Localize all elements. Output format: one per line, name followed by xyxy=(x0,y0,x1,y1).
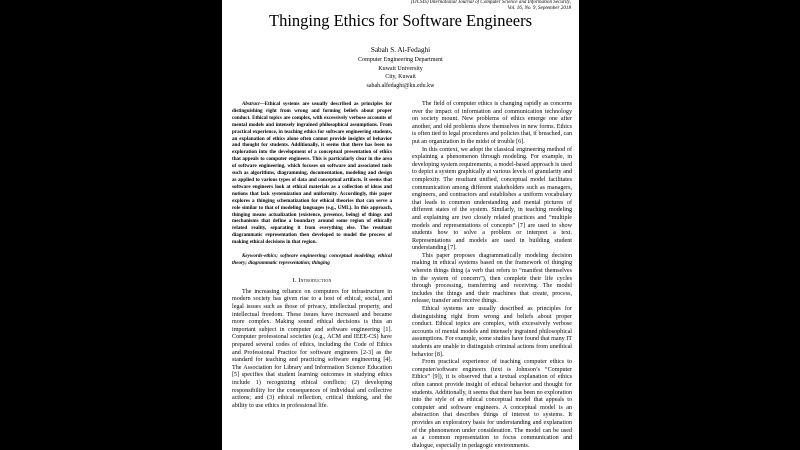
keywords-text: -ethics; software engineering; conceptual modeling; ethical theory; diagrammatic representation; thinging xyxy=(232,253,392,266)
author-email: sabah.alfedaghi@ku.edu.kw xyxy=(366,82,435,89)
right-paragraph-1: The field of computer ethics is changing rapidly as concerns over the impact of information and communication technology on society mount. New problems of ethics emerge one after another, and old problems show themselves in new forms. Ethics is often tied to legal procedures and policies that, if breached, can put an organization in the midst of trouble [6]. xyxy=(412,101,572,145)
abstract-lead: Abstract xyxy=(242,101,260,107)
right-paragraph-2: In this context, we adopt the classical engineering method of explaining a phenomenon through modeling. For example, in developing system requirements, a model-based approach is used to depict a system graphically at various levels of granularity and complexity. The resultant unified, conceptual model facilitates communication among different stakeholders such as managers, engineers, and contractors and establishes a uniform vocabulary that leads to common understanding and mental pictures of different states of the system. Similarly, in teaching modeling and explaining are two closely related practices and “multiple models and representations of concepts” [7] are used to show students how to solve a problem or interpret a text. Representations and models are used in building student understanding [7]. xyxy=(412,146,572,252)
author-name: Sabah S. Al-Fedaghi xyxy=(370,46,431,54)
right-column xyxy=(412,101,572,450)
right-paragraph-4: Ethical systems are usually described as principles for distinguishing right from wrong and beliefs about proper conduct. Ethical topics are complex, with excessively verbose accounts of mental models and intensely ingrained philosophical assumptions. For example, some studies have found that many IT students are unable to distinguish criminal actions from unethical behavior [8]. xyxy=(412,306,572,358)
left-column xyxy=(232,101,392,410)
keywords-lead: Keywords xyxy=(242,253,263,260)
paper-page xyxy=(222,0,579,450)
right-paragraph-5: From practical experience of teaching computer ethics to computer/software engineers (text is Johnson’s “Computer Ethics” [9]), it is observed that a textual explanation of ethics often cannot provide insight of ethical behavior and thought for students. Additionally, it seems that there has been no exploration into the style of an ethical conceptual model that appeals to computer and software engineers. A conceptual model is an abstraction that describes things of interest to systems. It provides an exploratory basis for understanding and explanation of the phenomenon under consideration. The model can be used as a common representation to focus communication and dialogue, especially in pedagogic environments. xyxy=(412,359,572,449)
abstract xyxy=(232,101,392,246)
author-block xyxy=(222,44,579,90)
section-heading-introduction xyxy=(232,277,392,285)
intro-paragraph-1: The increasing reliance on computers for infrastructure in modern society has given rise to a host of ethical, social, and legal issues such as those of privacy, intellectual property, and intellectual freedom. These issues have increased and became more complex. Making sound ethical decisions is thus an important subject in computer and software engineering [1]. Computer professional societies (e.g., ACM and IEEE-CS) have prepared several codes of ethics, including the Code of Ethics and Professional Practice for software engineers [2-3] as the standard for teaching and practicing software engineering [4]. The Association for Library and Information Science Education [5] specifies that student learning outcomes in studying ethics include 1) recognizing ethical conflicts; (2) developing responsibility for the consequences of individual and collective actions; and (3) ethical reflection, critical thinking, and the ability to use ethics in professional life. xyxy=(232,288,392,409)
paper-title: Thinging Ethics for Software Engineers xyxy=(268,11,533,30)
journal-header-line2: Vol. 16, No. 9, September 2018 xyxy=(507,5,571,11)
author-university: Kuwait University xyxy=(378,65,423,72)
author-city: City, Kuwait xyxy=(385,74,416,81)
keywords xyxy=(232,253,392,267)
section-title: Introduction xyxy=(298,276,332,284)
journal-header xyxy=(351,0,571,11)
journal-header-line1: (IJCSIS) International Journal of Computer Science and Information Security, xyxy=(410,0,571,5)
author-department: Computer Engineering Department xyxy=(358,57,443,63)
section-number: I. xyxy=(292,276,297,284)
right-paragraph-3: This paper proposes diagrammatically modeling decision making in ethical systems based on the framework of thinging wherein things thing (a verb that refers to “manifest themselves in the system of concern”), then complete their life cycles through processing, transferring and receiving. The model includes the things and their machines that create, process, release, transfer and receive things. xyxy=(412,252,572,305)
abstract-text: —Ethical systems are usually described as principles for distinguishing right from wrong and forming beliefs about proper conduct. Ethical topics are complex, with excessively verbose accounts of mental models and intensely ingrained philosophical assumptions. From practical experience, in teaching ethics for software engineering students, an explanation of ethics alone often cannot provide insights of behavior and thought for students. Additionally, it seems that there has been no exploration into the development of a conceptual presentation of ethics that appeals to computer engineers. This is particularly clear in the area of software engineering, which focuses on software and associated tools such as algorithms, diagramming, documentation, modeling and design as applied to various types of data and conceptual artifacts. It seems that software engineers look at ethical materials as a collection of ideas and notions that lack systemization and uniformity. Accordingly, this paper explores a thinging schematization for ethical theories that can serve a role similar to that of modeling languages (e.g., UML). In this approach, thinging means actualization (existence, presence, being) of things and mechanisms that define a boundary around some region of ethically related reality, separating it from everything else. The resultant diagrammatic representation then developed to model the process of making ethical decisions in that region. xyxy=(232,101,392,246)
